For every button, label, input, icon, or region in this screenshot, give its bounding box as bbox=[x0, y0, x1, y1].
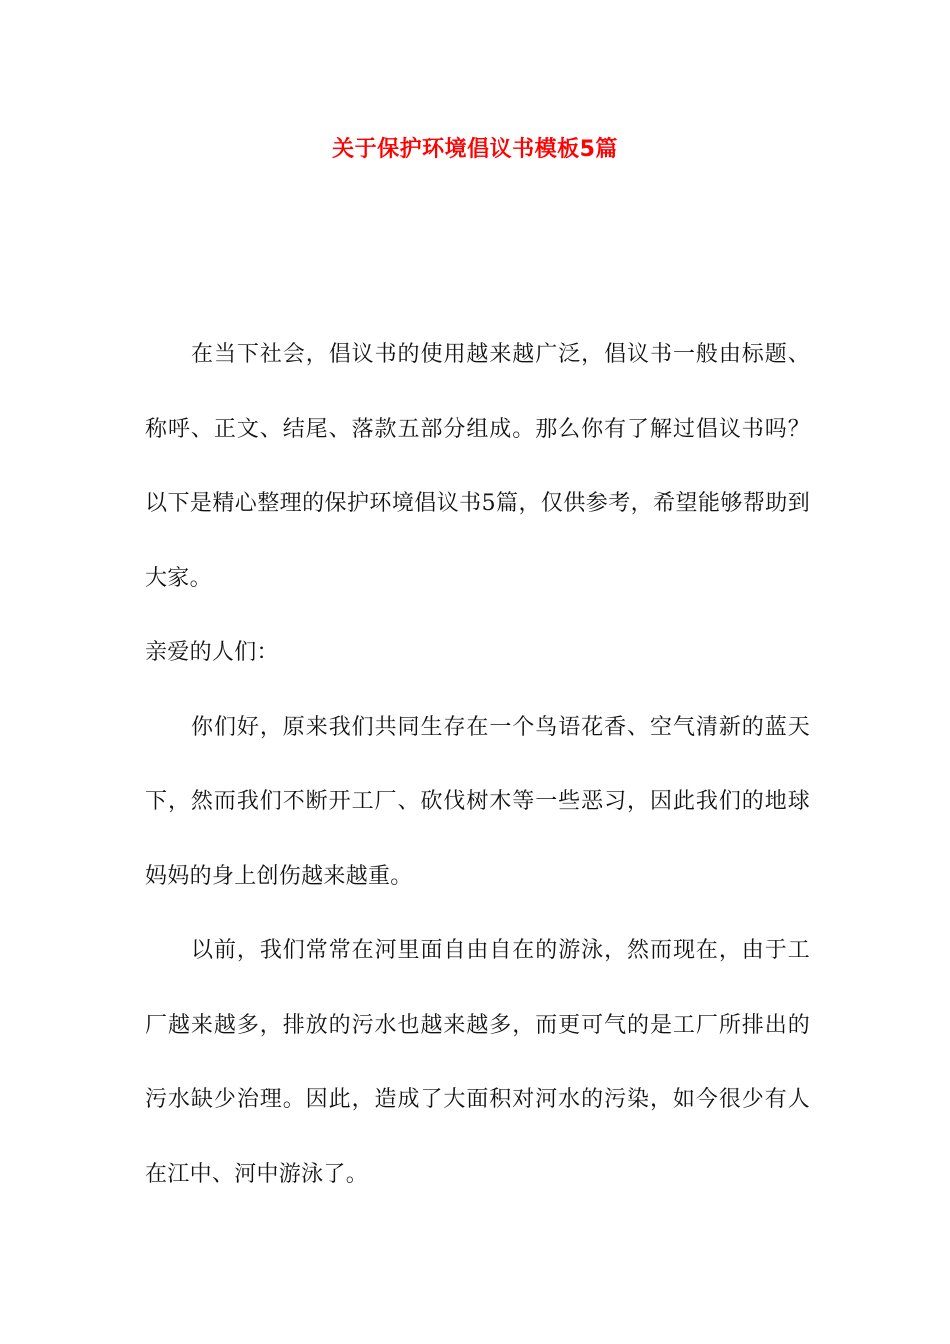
intro-paragraph: 在当下社会，倡议书的使用越来越广泛，倡议书一般由标题、称呼、正文、结尾、落款五部分组成。那么你有了解过倡议书吗？以下是精心整理的保护环境倡议书5篇，仅供参考，希望能够帮助到大家。 bbox=[145, 342, 810, 591]
salutation: 亲爱的人们： bbox=[145, 640, 279, 665]
document-title: 关于保护环境倡议书模板5篇 bbox=[332, 137, 618, 162]
body-paragraph-river: 以前，我们常常在河里面自由自在的游泳，然而现在，由于工厂越来越多，排放的污水也越来越多，而更可气的是工厂所排出的污水缺少治理。因此，造成了大面积对河水的污染，如今很少有人在江中、河中游泳了。 bbox=[145, 938, 810, 1187]
document-body bbox=[145, 318, 810, 1212]
body-paragraph-greeting: 你们好，原来我们共同生存在一个鸟语花香、空气清新的蓝天下，然而我们不断开工厂、砍伐树木等一些恶习，因此我们的地球妈妈的身上创伤越来越重。 bbox=[145, 714, 810, 889]
